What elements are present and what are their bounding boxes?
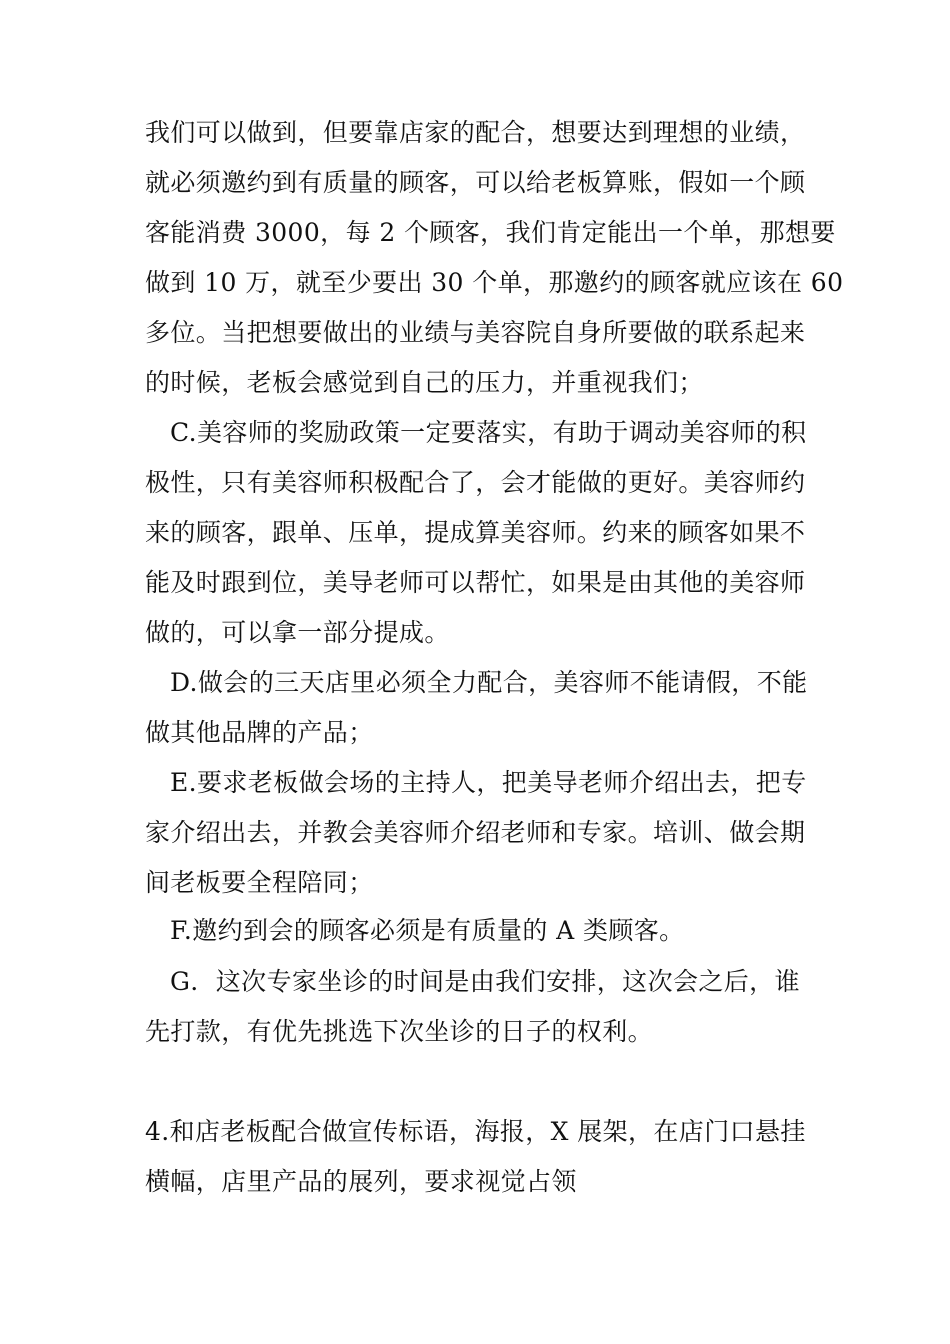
- item-e-line: 家介绍出去，并教会美容师介绍老师和专家。培训、做会期: [145, 818, 806, 847]
- text-line: 客能消费 3000，每 2 个顾客，我们肯定能出一个单，那想要: [145, 218, 836, 247]
- text-line: 多位。当把想要做出的业绩与美容院自身所要做的联系起来: [145, 318, 806, 347]
- item-e-line: E.要求老板做会场的主持人，把美导老师介绍出去，把专: [170, 768, 807, 797]
- text-line: 的时候，老板会感觉到自己的压力，并重视我们；: [145, 368, 704, 397]
- item-g-line: G．这次专家坐诊的时间是由我们安排，这次会之后，谁: [170, 967, 800, 996]
- item-e-line: 间老板要全程陪同；: [145, 868, 374, 897]
- item-d-line: D.做会的三天店里必须全力配合，美容师不能请假，不能: [170, 668, 808, 697]
- item-4-line: 4.和店老板配合做宣传标语，海报，X 展架，在店门口悬挂: [145, 1117, 806, 1146]
- item-c-line: 来的顾客，跟单、压单，提成算美容师。约来的顾客如果不: [145, 518, 806, 547]
- item-c-line: 极性，只有美容师积极配合了，会才能做的更好。美容师约: [145, 468, 806, 497]
- item-f-line: F.邀约到会的顾客必须是有质量的 A 类顾客。: [170, 916, 685, 945]
- item-c-line: C.美容师的奖励政策一定要落实，有助于调动美容师的积: [170, 418, 807, 447]
- item-c-line: 能及时跟到位，美导老师可以帮忙，如果是由其他的美容师: [145, 568, 806, 597]
- text-line: 做到 10 万，就至少要出 30 个单，那邀约的顾客就应该在 60: [145, 268, 844, 297]
- text-line: 就必须邀约到有质量的顾客，可以给老板算账，假如一个顾: [145, 168, 806, 197]
- item-4-line: 横幅，店里产品的展列，要求视觉占领: [145, 1167, 577, 1196]
- item-d-line: 做其他品牌的产品；: [145, 718, 374, 747]
- item-g-line: 先打款，有优先挑选下次坐诊的日子的权利。: [145, 1017, 654, 1046]
- text-line: 我们可以做到，但要靠店家的配合，想要达到理想的业绩，: [145, 118, 806, 147]
- item-c-line: 做的，可以拿一部分提成。: [145, 618, 450, 647]
